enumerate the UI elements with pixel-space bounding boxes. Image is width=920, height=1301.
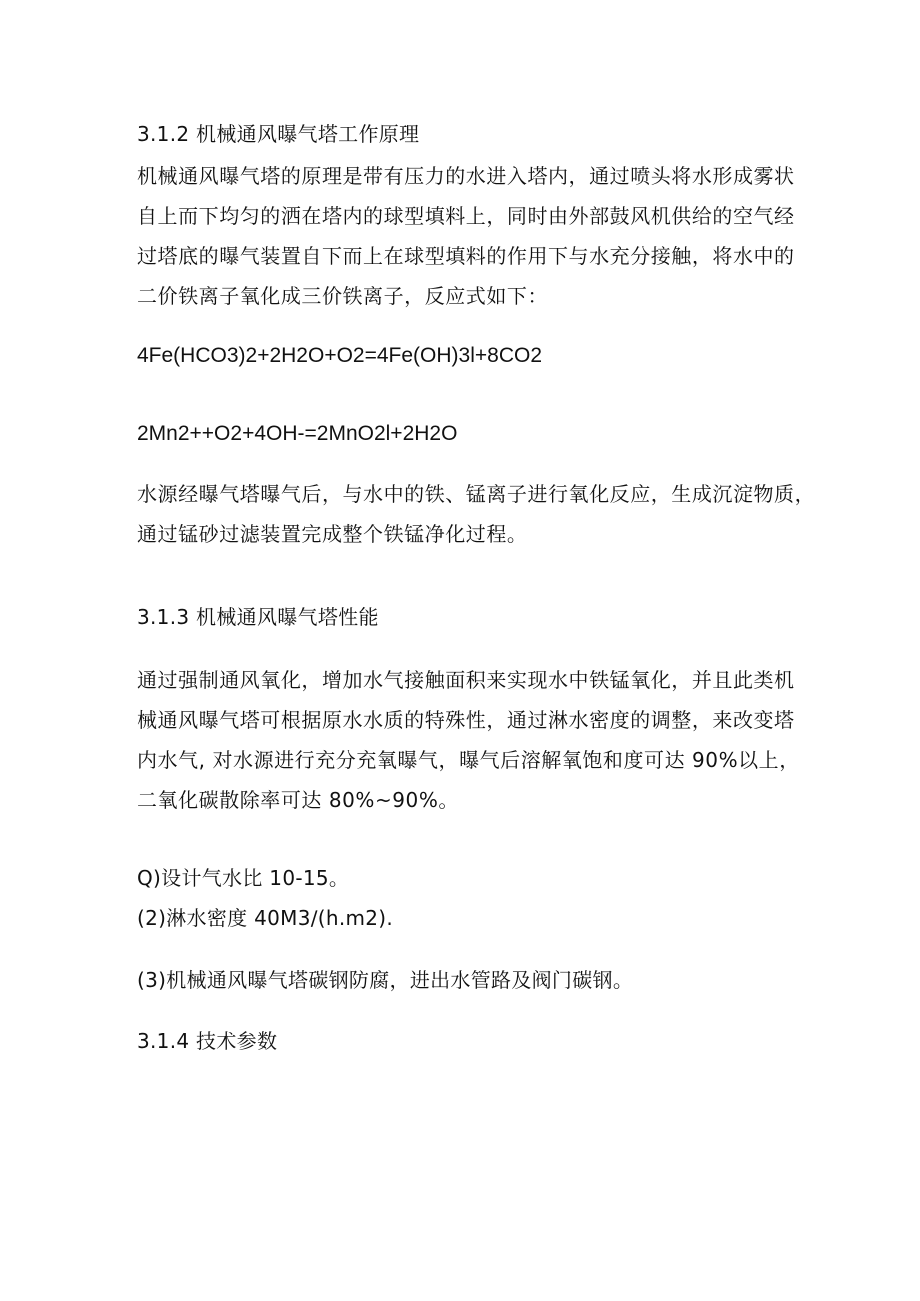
paragraph-line: 二价铁离子氧化成三价铁离子，反应式如下：: [137, 284, 548, 308]
paragraph-line: 过塔底的曝气装置自下而上在球型填料的作用下与水充分接触，将水中的: [137, 244, 795, 268]
paragraph-line: 二氧化碳散除率可达 80%~90%。: [137, 788, 459, 812]
paragraph-line: 自上而下均匀的洒在塔内的球型填料上，同时由外部鼓风机供给的空气经: [137, 204, 795, 228]
paragraph-line: 械通风曝气塔可根据原水水质的特殊性，通过淋水密度的调整，来改变塔: [137, 708, 795, 732]
section-heading-3-1-2: 3.1.2 机械通风曝气塔工作原理: [137, 122, 420, 146]
list-item: (3)机械通风曝气塔碳钢防腐，进出水管路及阀门碳钢。: [137, 968, 634, 992]
section-heading-3-1-4: 3.1.4 技术参数: [137, 1029, 278, 1053]
paragraph-line: 水源经曝气塔曝气后，与水中的铁、锰离子进行氧化反应，生成沉淀物质，: [137, 482, 816, 506]
list-item: (2)淋水密度 40M3∕(h.m2).: [137, 906, 394, 930]
paragraph-line: 通过强制通风氧化，增加水气接触面积来实现水中铁锰氧化，并且此类机: [137, 668, 795, 692]
list-item: Q)设计气水比 10-15。: [137, 866, 350, 890]
reaction-formula-iron: 4Fe(HCO3)2+2H2O+O2=4Fe(OH)3l+8CO2: [137, 344, 542, 367]
paragraph-line: 通过锰砂过滤装置完成整个铁锰净化过程。: [137, 522, 528, 546]
paragraph-line: 内水气, 对水源进行充分充氧曝气，曝气后溶解氧饱和度可达 90%以上，: [137, 748, 800, 772]
paragraph-line: 机械通风曝气塔的原理是带有压力的水进入塔内，通过喷头将水形成雾状: [137, 164, 795, 188]
section-heading-3-1-3: 3.1.3 机械通风曝气塔性能: [137, 605, 379, 629]
reaction-formula-manganese: 2Mn2++O2+4OH-=2MnO2l+2H2O: [137, 422, 458, 445]
